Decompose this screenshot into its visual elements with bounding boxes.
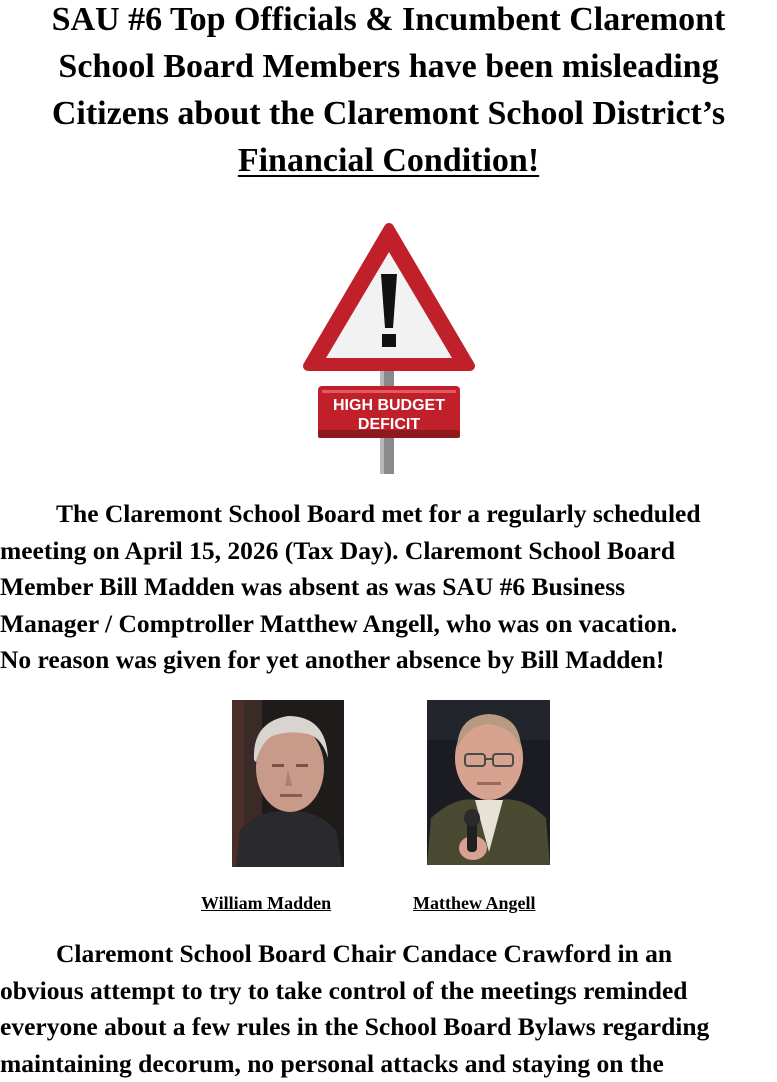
paragraph-line: maintaining decorum, no personal attacks and staying on the xyxy=(0,1046,777,1082)
paragraph-line: meeting on April 15, 2026 (Tax Day). Claremont School Board xyxy=(0,533,777,570)
paragraph-line: The Claremont School Board met for a regularly scheduled xyxy=(0,496,777,533)
paragraph-line: No reason was given for yet another absence by Bill Madden! xyxy=(0,642,777,679)
portrait-icon xyxy=(232,700,344,867)
photo-matthew-angell xyxy=(427,700,550,865)
sign-text-line2: DEFICIT xyxy=(358,416,420,433)
headline-line: Citizens about the Claremont School District’s xyxy=(0,90,777,137)
paragraph-line: everyone about a few rules in the School Board Bylaws regarding xyxy=(0,1009,777,1046)
paragraph-line: Member Bill Madden was absent as was SAU #6 Business xyxy=(0,569,777,606)
headline-line: SAU #6 Top Officials & Incumbent Claremont xyxy=(0,0,777,43)
paragraph-line: obvious attempt to try to take control of the meetings reminded xyxy=(0,973,777,1010)
paragraph-absences xyxy=(0,496,777,679)
portrait-icon xyxy=(427,700,550,865)
headline-underlined-line: Financial Condition! xyxy=(238,142,539,179)
paragraph-line: Claremont School Board Chair Candace Crawford in an xyxy=(0,936,777,973)
caption-matthew-angell: Matthew Angell xyxy=(413,892,535,914)
warning-sign-icon xyxy=(296,222,482,474)
sign-text-line1: HIGH BUDGET xyxy=(333,397,445,414)
paragraph-line: Manager / Comptroller Matthew Angell, who was on vacation. xyxy=(0,606,777,643)
caption-william-madden: William Madden xyxy=(201,892,331,914)
headline-line: School Board Members have been misleading xyxy=(0,43,777,90)
high-budget-deficit-sign xyxy=(296,222,482,474)
headline xyxy=(0,0,777,184)
photo-william-madden xyxy=(232,700,344,867)
paragraph-bylaws xyxy=(0,936,777,1082)
